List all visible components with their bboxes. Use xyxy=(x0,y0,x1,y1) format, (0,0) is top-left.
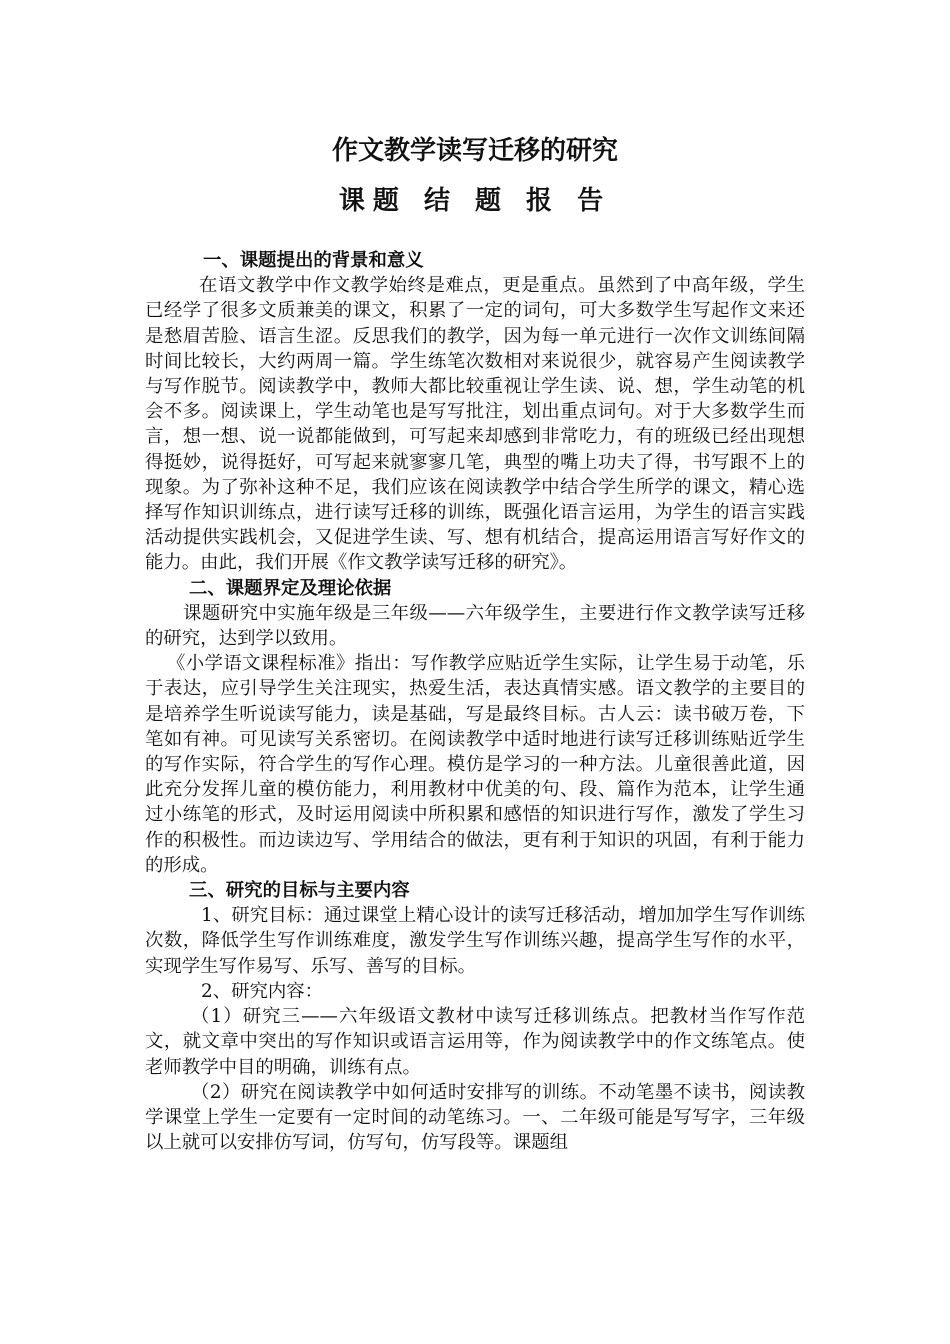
paragraph-scope: 课题研究中实施年级是三年级——六年级学生，主要进行作文教学读写迁移的研究，达到学以致用。 xyxy=(145,602,805,650)
section-heading-definition: 二、课题界定及理论依据 xyxy=(189,577,392,599)
paragraph-theory: 《小学语文课程标准》指出：写作教学应贴近学生实际，让学生易于动笔，乐于表达，应引导学生关注现实，热爱生活，表达真情实感。语文教学的主要目的是培养学生听说读写能力，读是基础，写是最终目标。古人云：读书破万卷，下笔如有神。可见读写关系密切。在阅读教学中适时地进行读写迁移训练贴近学生的写作实际，符合学生的写作心理。模仿是学习的一种方法。儿童很善此道，因此充分发挥儿童的模仿能力，利用教材中优美的句、段、篇作为范本，让学生通过小练笔的形式，及时运用阅读中所积累和感悟的知识进行写作，激发了学生习作的积极性。而边读边写、学用结合的做法，更有利于知识的巩固，有利于能力的形成。 xyxy=(145,653,805,876)
paragraph-background: 在语文教学中作文教学始终是难点，更是重点。虽然到了中高年级，学生已经学了很多文质兼美的课文，积累了一定的词句，可大多数学生写起作文来还是愁眉苦脸、语言生涩。反思我们的教学，因为每一单元进行一次作文训练间隔时间比较长，大约两周一篇。学生练笔次数相对来说很少，就容易产生阅读教学与写作脱节。阅读教学中，教师大都比较重视让学生读、说、想，学生动笔的机会不多。阅读课上，学生动笔也是写写批注，划出重点词句。对于大多数学生而言，想一想、说一说都能做到，可写起来却感到非常吃力，有的班级已经出现想得挺妙，说得挺好，可写起来就寥寥几笔，典型的嘴上功夫了得，书写跟不上的现象。为了弥补这种不足，我们应该在阅读教学中结合学生所学的课文，精心选择写作知识训练点，进行读写迁移的训练，既强化语言运用，为学生的语言实践活动提供实践机会，又促进学生读、写、想有机结合，提高运用语言写好作文的能力。由此，我们开展《作文教学读写迁移的研究》。 xyxy=(145,275,805,574)
paragraph-research-goal: 1、研究目标：通过课堂上精心设计的读写迁移活动，增加加学生写作训练次数，降低学生写作训练难度，激发学生写作训练兴趣，提高学生写作的水平，实现学生写作易写、乐写、善写的目标。 xyxy=(145,905,805,977)
document-subtitle: 课题 结 题 报 告 xyxy=(338,186,612,216)
section-heading-background: 一、课题提出的背景和意义 xyxy=(203,250,424,271)
paragraph-content-item-1: （1）研究三——六年级语文教材中读写迁移训练点。把教材当作写作范文，就文章中突出的写作知识或语言运用等，作为阅读教学中的作文练笔点。使老师教学中目的明确，训练有点。 xyxy=(145,1006,805,1078)
document-body xyxy=(145,248,805,1155)
paragraph-content-item-2: （2）研究在阅读教学中如何适时安排写的训练。不动笔墨不读书，阅读教学课堂上学生一定要有一定时间的动笔练习。一、二年级可能是写写字，三年级以上就可以安排仿写词，仿写句，仿写段等。课题组 xyxy=(145,1081,805,1154)
section-heading-goals: 三、研究的目标与主要内容 xyxy=(189,880,410,902)
paragraph-research-content-label: 2、研究内容： xyxy=(201,980,324,1002)
document-title: 作文教学读写迁移的研究 xyxy=(331,136,618,166)
